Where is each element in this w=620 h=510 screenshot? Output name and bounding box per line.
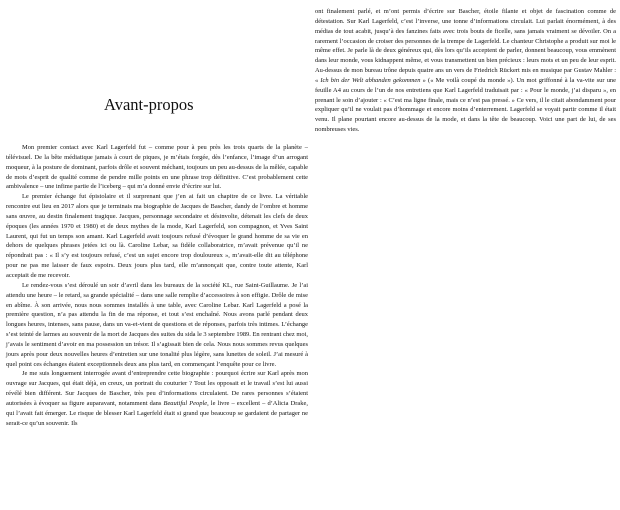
book-title-beautiful-people: Beautiful People bbox=[163, 399, 208, 407]
right-page bbox=[310, 0, 620, 510]
chapter-title: Avant-propos bbox=[104, 95, 194, 114]
paragraph-continued bbox=[315, 7, 616, 135]
paragraph-3: Le rendez-vous s’est déroulé un soir d’avril dans les bureaux de la société KL, rue Saint-Guillaume. Je l’ai attendu une heure – le retard, sa grande spécialité – dans une salle remplie d’accessoires à son effigie. Drôle de mise en abîme. À son arrivée, nous nous sommes installés à une table, avec Caroline Lebar. Karl Lagerfeld a posé la première question, n’a pas attendu la fin de ma réponse, et tout s’est enchaîné. Nous avons parlé pendant deux longues heures, intenses, sans pause, dans un va-et-vient de questions et de réponses, parfois très intimes. L’échange s’est teinté de larmes au souvenir de la mort de Jacques des suites du sida le 3 septembre 1989. En rentrant chez moi, j’avais le sentiment d’avoir en ma possession un trésor. Il s’agissait bien de cela. Nous nous sommes revus quelques jours après pour deux nouvelles heures d’entretien sur une tonalité plus légère, sans lunettes de soleil. J’ai mesuré à quel point ces échanges étaient exceptionnels deux ans plus tard, en commençant l’enquête pour ce livre. bbox=[6, 281, 308, 368]
paragraph-4-before: Je me suis longuement interrogée avant d’entreprendre cette biographie : pourquoi écrire sur Karl après mon ouvrage sur Jacques, qui était déjà, en creux, un portrait du couturier ? Tout les opposait et le travail s’est lui aussi révélé bien différent. Sur Jacques de Bascher, très peu d’informations circulaient. De rares personnes s’étaient autorisées à évoquer sa figure auparavant, notamment dans bbox=[6, 370, 308, 407]
left-text-column bbox=[6, 143, 308, 428]
paragraph-continued-part-1: ont finalement parlé, et m’ont permis d’écrire sur Bascher, étoile filante et objet de fascination comme de détestation. Sur Karl Lagerfeld, c’est l’inverse, une tonne d’informations circulait. Lui parlait énormément, à des médias de tout acabit, jusqu’à des fanzines faits avec trois bouts de ficelle, sans jamais vraiment se dévoiler. On a rarement l’occasion de croiser des personnes de la trempe de Lagerfeld. Le chanteur Christophe a produit sur moi le même effet. Je parle là de deux généreux qui, dès lors qu’ils acceptent de parler, donnent beaucoup, vous emmènent dans leur monde, vous kidnappent même, et vous transmettent un bien précieux : leurs mots et un peu de leur esprit. Au-dessus de mon bureau trône depuis quatre ans un vers de Friedrich Rückert mis en musique par Gustav Mahler : « bbox=[315, 8, 616, 84]
rueckert-verse: Ich bin der Welt abhanden gekommen bbox=[320, 76, 421, 84]
paragraph-2: Le premier échange fut épistolaire et il surprenant que j’en ai fait un chapitre de ce livre. La véritable rencontre eut lieu en 2017 alors que je terminais ma biographie de Jacques de Bascher, dandy de l’ombre et homme sans œuvre, au destin finalement tragique. Jacques, personnage secondaire et désinvolte, détenait les clefs de deux époques (les années 1970 et 1980) et de deux mythes de la mode, Karl Lagerfeld, son compagnon, et Yves Saint Laurent, qui fut un temps son amant. Karl Lagerfeld avait toujours refusé d’évoquer le grand homme de sa vie en dehors de quelques phrases jetées ici ou là. Caroline Lebar, sa fidèle collaboratrice, m’avait prévenue qu’il ne répondrait pas : « Il s’y est toujours refusé, c’est un sujet encore trop douloureux », m’avait-elle dit au téléphone pour ne pas me laisser de faux espoirs. Deux jours plus tard, elle m’annonçait que, contre toute attente, Karl acceptait de me recevoir. bbox=[6, 193, 308, 279]
paragraph-4-after: , le livre – excellent – d’Alicia Drake, qui l’avait fait émerger. Le risque de blesser Karl Lagerfeld était si grand que beaucoup se gardaient de partager ne serait-ce qu’un souvenir. Ils bbox=[6, 399, 308, 427]
paragraph-continued-part-2: » (« Me voilà coupé du monde »). Un mot griffonné à la va-vite sur une feuille A4 au cours de l’un de nos entretiens que Karl Lagerfeld traduisait par : « Pour le monde, j’ai disparu », en prenant le soin d’ajouter : « C’est ma ligne finale, mais ce n’est pas pressé. » Ce vers, il le citait abondamment pour expliquer qu’il ne voulait pas d’hommage et encore moins d’enterrement. Lagerfeld se voyait partir comme il était venu. Il plane pourtant encore au-dessus de la mode, et dans la tête de beaucoup. Voici une part de lui, de ses nombreuses vies. bbox=[315, 76, 616, 134]
paragraph-4 bbox=[6, 369, 308, 428]
right-text-column bbox=[315, 7, 616, 135]
paragraph-1: Mon premier contact avec Karl Lagerfeld fut – comme pour à peu près les trois quarts de la planète – télévisuel. De la bête médiatique jamais à court de piques, je m’étais forgée, dès l’enfance, l’image d’un arrogant moqueur, à la posture de dominant, parfois drôle et souvent méchant, toujours un peu au-dessus de la mêlée, capable de mots d’esprit de qualité comme de pendre mille points en une phrase trop définitive. C’est probablement cette ambivalence – une infime partie de l’iceberg – qui m’a donné envie d’écrire sur lui. bbox=[6, 144, 308, 191]
